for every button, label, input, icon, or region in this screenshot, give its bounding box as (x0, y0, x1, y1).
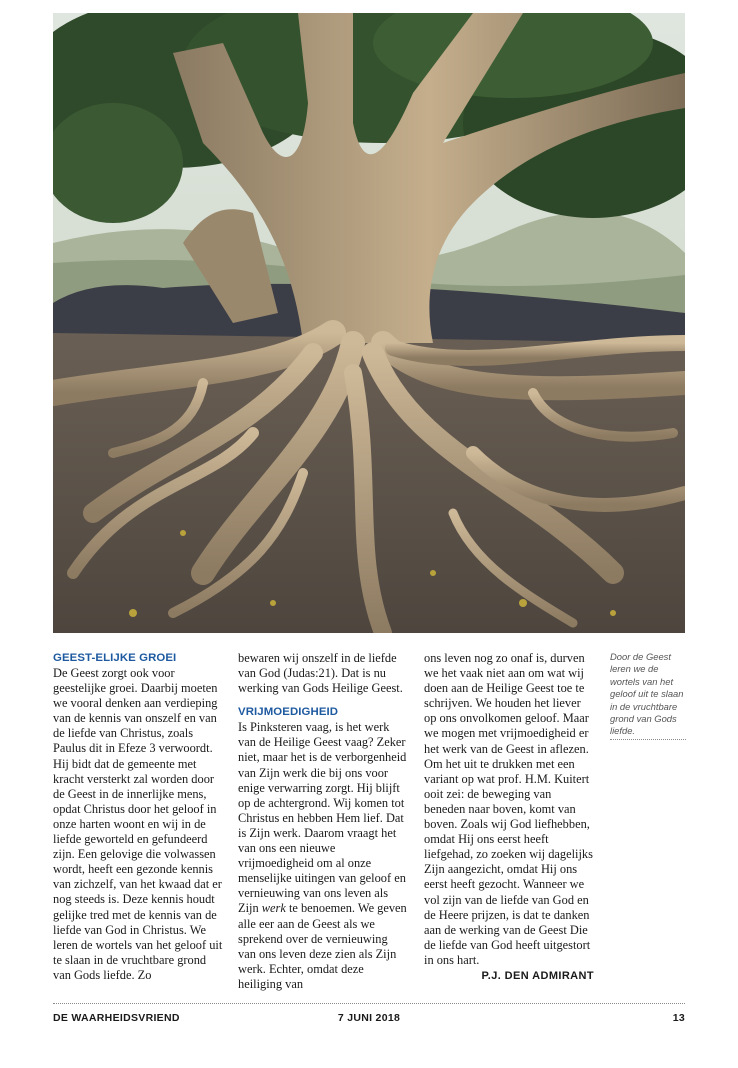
author-byline: P.J. DEN ADMIRANT (481, 969, 594, 982)
section-heading-geest-elijke-groei: GEEST-ELIJKE GROEI (53, 652, 177, 664)
column-2-emphasis: werk (261, 901, 286, 916)
column-2-text-b: te benoemen. We geven alle eer aan de Geest als we sprekend over de vernieuwing van ons leven deze zien als Zijn werk. Echter, omdat deze heiliging van (238, 901, 407, 991)
footer-publication: DE WAARHEIDSVRIEND (53, 1012, 180, 1024)
section-heading-vrijmoedigheid: VRIJMOEDIGHEID (238, 706, 339, 719)
footer-page-number: 13 (672, 1012, 685, 1024)
column-3-body: ons leven nog zo onaf is, durven we het vaak niet aan om wat wij doen aan de Heilige Geest toe te schrijven. We houden het liever op ons onvolkomen geloof. Maar we mogen met vrijmoedigheid er het werk van de Geest in aflezen. Om het uit te drukken met een variant op wat prof. H.M. Kuitert ooit zei: de beweging van beneden naar boven, komt van boven. Zoals wij God liefhebben, omdat Hij ons eerst heeft liefgehad, zo zoeken wij dagelijks Zijn aangezicht, omdat Hij ons eerst heeft gezocht. Wanneer we vol zijn van de liefde van God en de Heere prijzen, is dat te danken aan de werking van de Geest Die de liefde van God heeft uitgestort in ons hart. (424, 651, 593, 967)
footer-divider (53, 1003, 685, 1004)
caption-divider (610, 739, 686, 740)
column-2-body-intro: bewaren wij onszelf in de liefde van God (Judas:21). Dat is nu werking van Gods Heilige Geest. (238, 651, 403, 696)
tree-roots-illustration (53, 13, 685, 633)
column-2-text-a: Is Pinksteren vaag, is het werk van de Heilige Geest vaag? Zeker niet, maar het is de verborgenheid van Zijn werk die bij ons voor enige verwarring zorgt. Hij blijft op de achtergrond. Wij komen tot Christus en hebben Hem lief. Dat is Zijn werk. Daarom vraagt het van ons een nieuwe vrijmoedigheid om al onze menselijke uitingen van geloof en vernieuwing van ons leven als Zijn (238, 720, 407, 916)
column-2-body (238, 720, 408, 992)
column-1-body: De Geest zorgt ook voor geestelijke groei. Daarbij moeten we vooral denken aan verdieping van de kennis van onszelf en van de liefde van Christus, zoals Paulus dit in Efeze 3 verwoordt. Hij bidt dat de gemeente met kracht versterkt zal worden door de Geest in de innerlijke mens, opdat Christus door het geloof in onze harten woont en wij in de liefde geworteld en gefundeerd zijn. Een gelovige die volwassen wordt, heeft een gezonde kennis van zichzelf, van het kwaad dat er nog steeds is. Deze kennis houdt gelijke tred met de kennis van de liefde van God in Christus. We leren de wortels van het geloof uit te slaan in de vruchtbare grond van Gods liefde. Zo (53, 666, 223, 982)
tree-roots-photo (53, 13, 685, 633)
footer-date: 7 JUNI 2018 (337, 1012, 401, 1024)
photo-caption: Door de Geest leren we de wortels van het geloof uit te slaan in de vruchtbare grond van Gods liefde. (610, 651, 684, 737)
column-1 (53, 651, 223, 983)
column-3 (424, 651, 594, 983)
column-2 (238, 651, 408, 992)
